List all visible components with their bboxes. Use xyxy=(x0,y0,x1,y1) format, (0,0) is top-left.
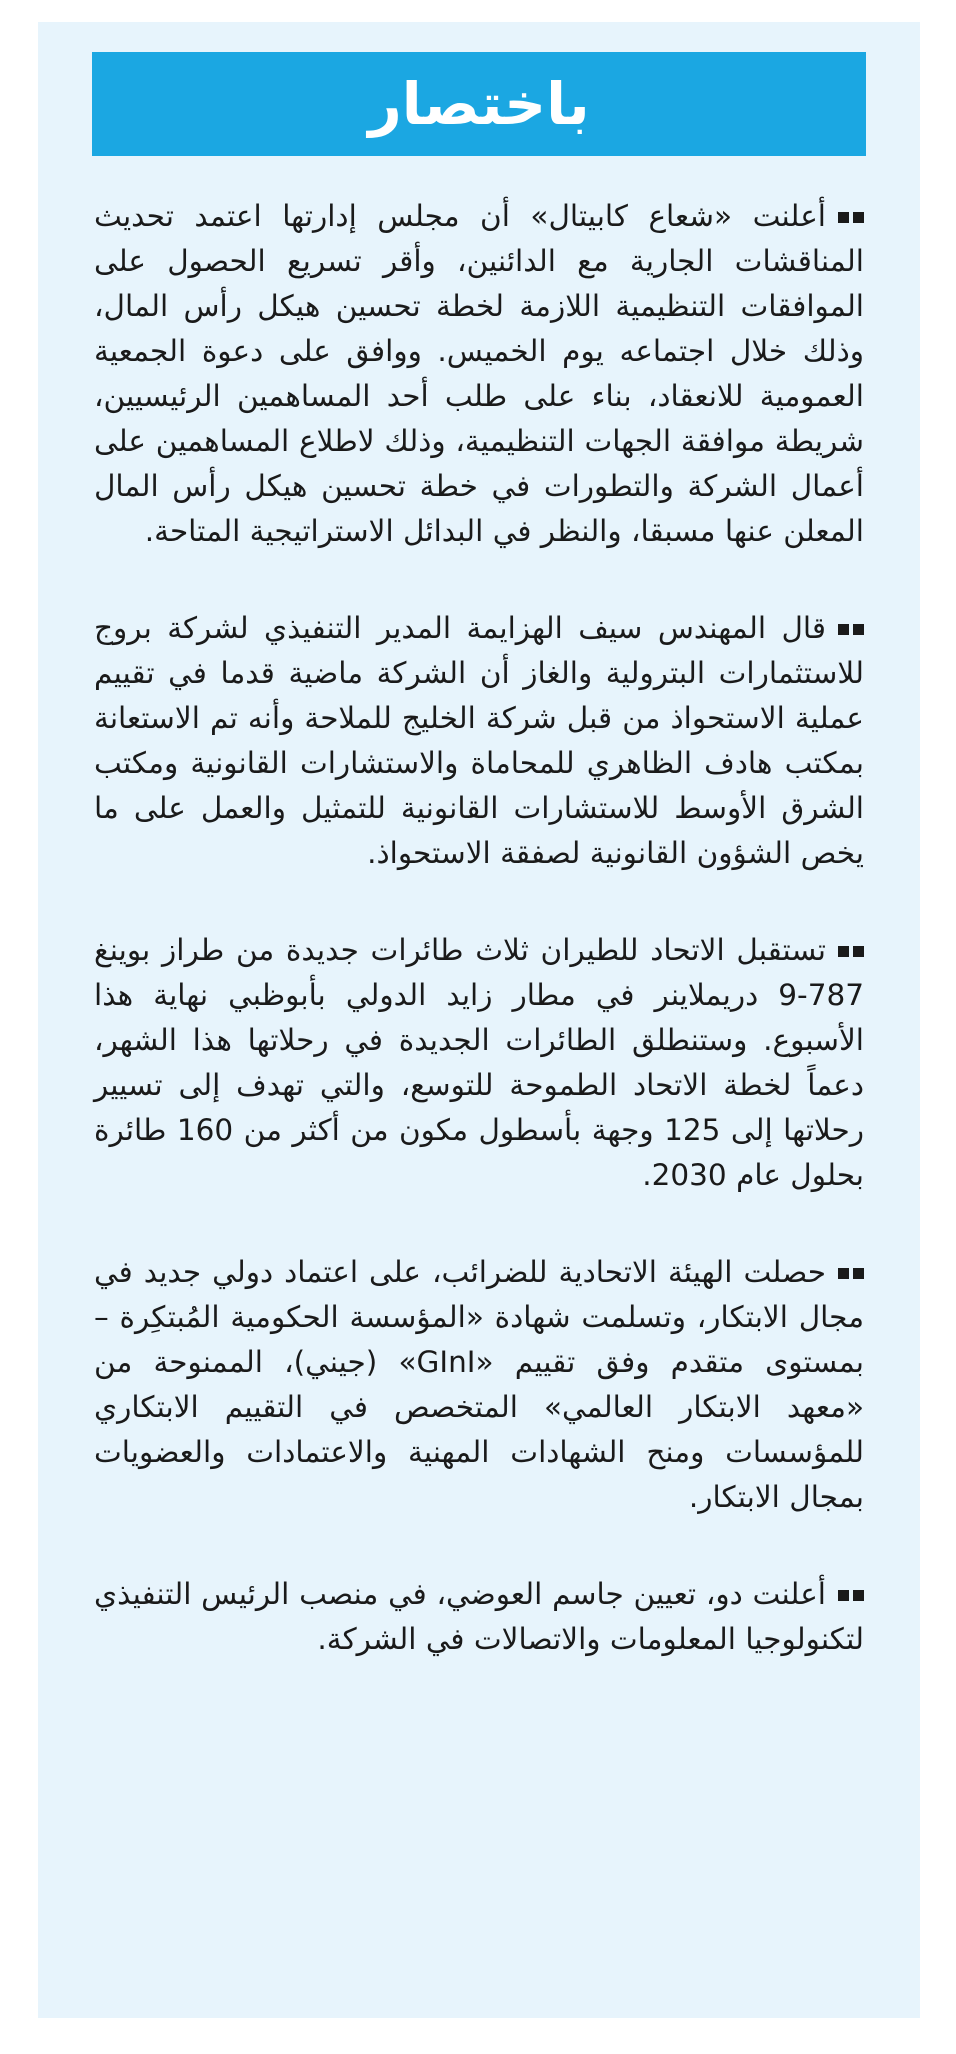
section-header xyxy=(92,52,866,156)
news-item xyxy=(94,194,864,554)
bullet-squares-icon xyxy=(834,606,864,651)
bullet-squares-icon xyxy=(834,1250,864,1295)
bullet-squares-icon xyxy=(834,928,864,973)
news-item xyxy=(94,1250,864,1520)
news-brief-panel xyxy=(38,22,920,2018)
bullet-squares-icon xyxy=(834,1572,864,1617)
news-item xyxy=(94,928,864,1198)
news-item-text: حصلت الهيئة الاتحادية للضرائب، على اعتماد دولي جديد في مجال الابتكار، وتسلمت شهادة «المؤسسة الحكومية المُبتكِرة – بمستوى متقدم وفق تقييم «GInI» (جيني)، الممنوحة من «معهد الابتكار العالمي» المتخصص في التقييم الابتكاري للمؤسسات ومنح الشهادات المهنية والاعتمادات والعضويات بمجال الابتكار. xyxy=(94,1255,864,1514)
news-item-text: قال المهندس سيف الهزايمة المدير التنفيذي لشركة بروج للاستثمارات البترولية والغاز أن الشركة ماضية قدما في تقييم عملية الاستحواذ من قبل شركة الخليج للملاحة وأنه تم الاستعانة بمكتب هادف الظاهري للمحاماة والاستشارات القانونية ومكتب الشرق الأوسط للاستشارات القانونية للتمثيل والعمل على ما يخص الشؤون القانونية لصفقة الاستحواذ. xyxy=(94,611,864,870)
news-item-text: تستقبل الاتحاد للطيران ثلاث طائرات جديدة من طراز بوينغ 787-9 دريملاينر في مطار زايد الدولي بأبوظبي نهاية هذا الأسبوع. وستنطلق الطائرات الجديدة في رحلاتها هذا الشهر، دعماً لخطة الاتحاد الطموحة للتوسع، والتي تهدف إلى تسيير رحلاتها إلى 125 وجهة بأسطول مكون من أكثر من 160 طائرة بحلول عام 2030. xyxy=(94,933,864,1192)
news-item xyxy=(94,606,864,876)
news-item xyxy=(94,1572,864,1662)
section-title: باختصار xyxy=(368,70,590,138)
news-list xyxy=(94,194,864,1714)
news-item-text: أعلنت دو، تعيين جاسم العوضي، في منصب الرئيس التنفيذي لتكنولوجيا المعلومات والاتصالات في الشركة. xyxy=(94,1577,864,1656)
bullet-squares-icon xyxy=(834,194,864,239)
news-item-text: أعلنت «شعاع كابيتال» أن مجلس إدارتها اعتمد تحديث المناقشات الجارية مع الدائنين، وأقر تسريع الحصول على الموافقات التنظيمية اللازمة لخطة تحسين هيكل رأس المال، وذلك خلال اجتماعه يوم الخميس. ووافق على دعوة الجمعية العمومية للانعقاد، بناء على طلب أحد المساهمين الرئيسيين، شريطة موافقة الجهات التنظيمية، وذلك لاطلاع المساهمين على أعمال الشركة والتطورات في خطة تحسين هيكل رأس المال المعلن عنها مسبقا، والنظر في البدائل الاستراتيجية المتاحة. xyxy=(94,199,864,548)
